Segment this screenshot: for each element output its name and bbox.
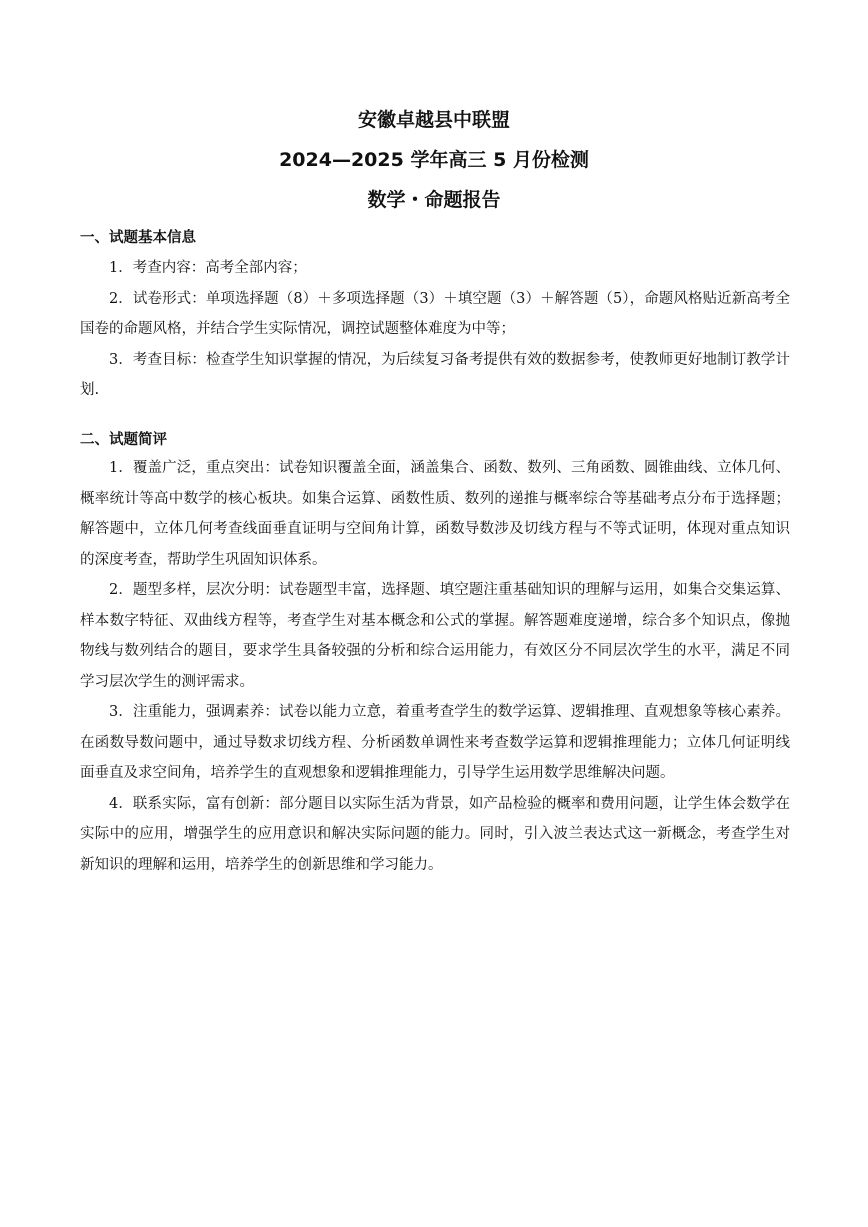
paragraph: 2．题型多样，层次分明：试卷题型丰富，选择题、填空题注重基础知识的理解与运用，如集合交集运算、样本数字特征、双曲线方程等，考查学生对基本概念和公式的掌握。解答题难度递增，综合多个知识点，像抛物线与数列结合的题目，要求学生具备较强的分析和综合运用能力，有效区分不同层次学生的水平，满足不同学习层次学生的测评需求。 xyxy=(80,582,790,690)
exam-title: 2024—2025 学年高三 5 月份检测 xyxy=(279,149,589,171)
paragraph: 3．注重能力，强调素养：试卷以能力立意，着重考查学生的数学运算、逻辑推理、直观想象等核心素养。在函数导数问题中，通过导数求切线方程、分析函数单调性来考查数学运算和逻辑推理能力；立体几何证明线面垂直及求空间角，培养学生的直观想象和逻辑推理能力，引导学生运用数学思维解决问题。 xyxy=(80,704,790,781)
section-review xyxy=(80,430,790,880)
org-title: 安徽卓越县中联盟 xyxy=(357,109,510,131)
section-heading: 一、试题基本信息 xyxy=(80,230,196,246)
report-title: 数学・命题报告 xyxy=(367,189,501,211)
paragraph: 3．考查目标：检查学生知识掌握的情况，为后续复习备考提供有效的数据参考，使教师更好地制订教学计划. xyxy=(80,351,790,398)
section-basic-info xyxy=(80,228,790,406)
paragraph: 2．试卷形式：单项选择题（8）＋多项选择题（3）＋填空题（3）＋解答题（5），命题风格贴近新高考全国卷的命题风格，并结合学生实际情况，调控试题整体难度为中等； xyxy=(80,290,790,337)
section-heading: 二、试题简评 xyxy=(80,432,167,448)
paragraph: 1．考查内容：高考全部内容； xyxy=(109,260,307,276)
paragraph: 1．覆盖广泛，重点突出：试卷知识覆盖全面，涵盖集合、函数、数列、三角函数、圆锥曲线、立体几何、概率统计等高中数学的核心板块。如集合运算、函数性质、数列的递推与概率综合等基础考点分布于选择题；解答题中，立体几何考查线面垂直证明与空间角计算，函数导数涉及切线方程与不等式证明，体现对重点知识的深度考查，帮助学生巩固知识体系。 xyxy=(80,460,790,568)
paragraph: 4．联系实际，富有创新：部分题目以实际生活为背景，如产品检验的概率和费用问题，让学生体会数学在实际中的应用，增强学生的应用意识和解决实际问题的能力。同时，引入波兰表达式这一新概念，考查学生对新知识的理解和运用，培养学生的创新思维和学习能力。 xyxy=(80,795,790,873)
